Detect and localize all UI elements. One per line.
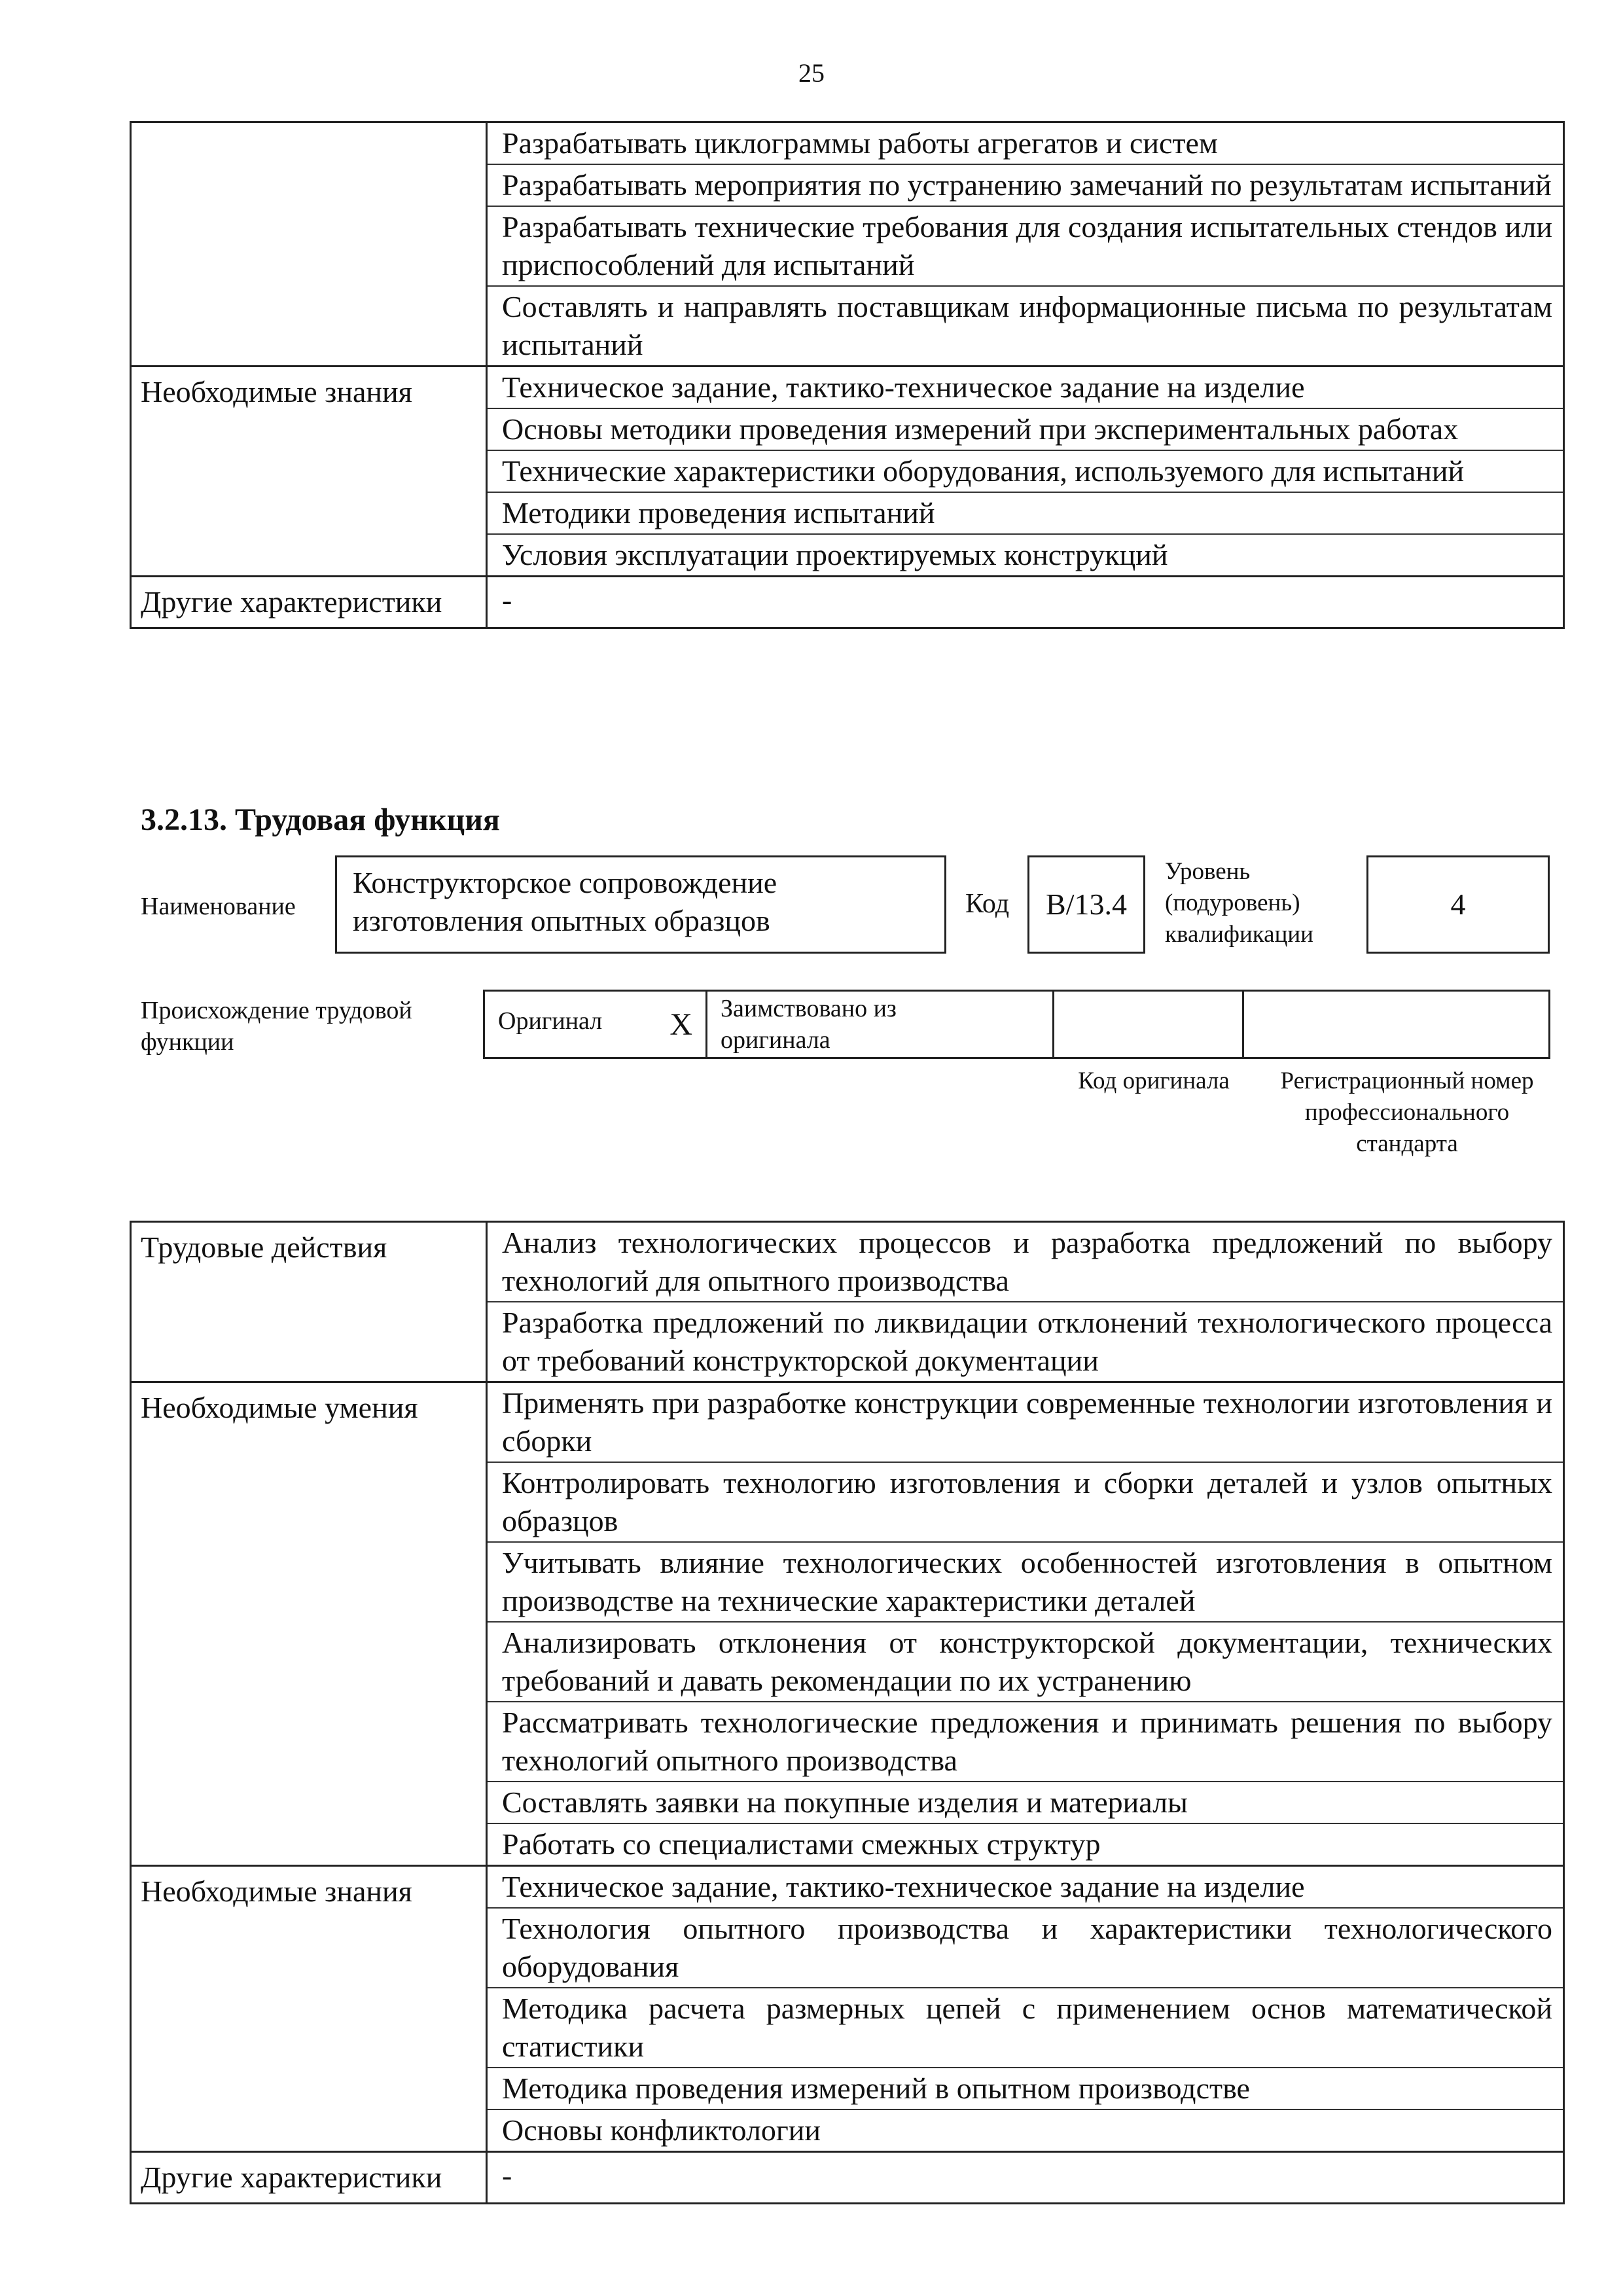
row-label: Трудовые действия — [131, 1222, 487, 1382]
list-item: Рассматривать технологические предложения и принимать решения по выбору технологий опытного производства — [488, 1702, 1563, 1782]
table-row — [131, 577, 1564, 628]
row-items — [487, 1866, 1564, 2152]
row-items — [487, 1222, 1564, 1382]
reg-number-cell — [1243, 991, 1550, 1058]
table-row — [131, 2152, 1564, 2204]
code-original-caption: Код оригинала — [1078, 1067, 1230, 1094]
list-item: Учитывать влияние технологических особенностей изготовления в опытном производстве на технические характеристики деталей — [488, 1543, 1563, 1623]
table-row — [131, 122, 1564, 367]
origin-label: Происхождение трудовой функции — [141, 997, 412, 1056]
list-item: Технология опытного производства и характеристики технологического оборудования — [488, 1909, 1563, 1988]
origin-table — [483, 990, 1550, 1059]
list-item: Анализ технологических процессов и разработка предложений по выбору технологий для опытного производства — [488, 1223, 1563, 1302]
row-label — [131, 122, 487, 367]
name-value-box — [335, 855, 946, 954]
list-item: - — [502, 583, 512, 617]
table-row — [131, 1222, 1564, 1382]
list-item: - — [502, 2159, 512, 2192]
table-row — [131, 367, 1564, 577]
list-item: Условия эксплуатации проектируемых конструкций — [502, 538, 1168, 571]
list-item: Основы конфликтологии — [502, 2113, 821, 2147]
list-item: Разработка предложений по ликвидации отклонений технологического процесса от требований конструкторской документации — [502, 1306, 1552, 1377]
list-item: Методики проведения испытаний — [488, 493, 1563, 535]
row-label: Другие характеристики — [131, 577, 487, 628]
list-item: Разрабатывать циклограммы работы агрегатов и систем — [488, 123, 1563, 165]
list-item: Основы методики проведения измерений при экспериментальных работах — [488, 409, 1563, 451]
list-item: Анализировать отклонения от конструкторской документации, технических требований и давать рекомендации по их устранению — [488, 1623, 1563, 1702]
list-item: Техническое задание, тактико-техническое задание на изделие — [488, 367, 1563, 409]
bottom-table — [130, 1221, 1565, 2204]
reg-number-caption: Регистрационный номер профессионального стандарта — [1280, 1067, 1534, 1157]
level-value-box — [1366, 855, 1550, 954]
list-item: Техническое задание, тактико-техническое задание на изделие — [488, 1867, 1563, 1909]
list-item: Технические характеристики оборудования, используемого для испытаний — [488, 451, 1563, 493]
original-cell — [484, 991, 707, 1058]
row-items — [487, 2152, 1564, 2204]
list-item: Составлять и направлять поставщикам информационные письма по результатам испытаний — [502, 290, 1552, 361]
list-item: Методика проведения измерений в опытном производстве — [488, 2068, 1563, 2110]
name-value: Конструкторское сопровождение изготовления опытных образцов — [353, 866, 777, 937]
list-item: Применять при разработке конструкции современные технологии изготовления и сборки — [488, 1383, 1563, 1463]
list-item: Разрабатывать мероприятия по устранению замечаний по результатам испытаний — [488, 165, 1563, 207]
row-items — [487, 1382, 1564, 1866]
list-item: Разрабатывать технические требования для создания испытательных стендов или приспособлений для испытаний — [488, 207, 1563, 287]
top-table — [130, 121, 1565, 629]
name-label: Наименование — [141, 893, 296, 920]
list-item: Составлять заявки на покупные изделия и материалы — [488, 1782, 1563, 1824]
level-label: Уровень (подуровень) квалификации — [1165, 858, 1313, 948]
borrowed-label: Заимствовано из оригинала — [721, 995, 897, 1054]
original-mark: X — [669, 1007, 692, 1042]
row-items — [487, 122, 1564, 367]
row-label: Необходимые умения — [131, 1382, 487, 1866]
list-item: Работать со специалистами смежных структур — [502, 1827, 1101, 1861]
level-value: 4 — [1450, 888, 1466, 921]
row-items — [487, 577, 1564, 628]
code-label: Код — [965, 889, 1010, 919]
page-number: 25 — [798, 58, 825, 88]
code-value-box — [1027, 855, 1145, 954]
row-label: Необходимые знания — [131, 367, 487, 577]
table-row — [131, 1382, 1564, 1866]
row-label: Необходимые знания — [131, 1866, 487, 2152]
code-original-cell — [1054, 991, 1243, 1058]
section-heading: 3.2.13. Трудовая функция — [141, 802, 500, 837]
row-items — [487, 367, 1564, 577]
original-label: Оригинал — [498, 1007, 603, 1035]
list-item: Контролировать технологию изготовления и сборки деталей и узлов опытных образцов — [488, 1463, 1563, 1543]
borrowed-cell — [707, 991, 1054, 1058]
table-row — [131, 1866, 1564, 2152]
list-item: Методика расчета размерных цепей с применением основ математической статистики — [488, 1988, 1563, 2068]
row-label: Другие характеристики — [131, 2152, 487, 2204]
code-value: B/13.4 — [1046, 888, 1127, 921]
